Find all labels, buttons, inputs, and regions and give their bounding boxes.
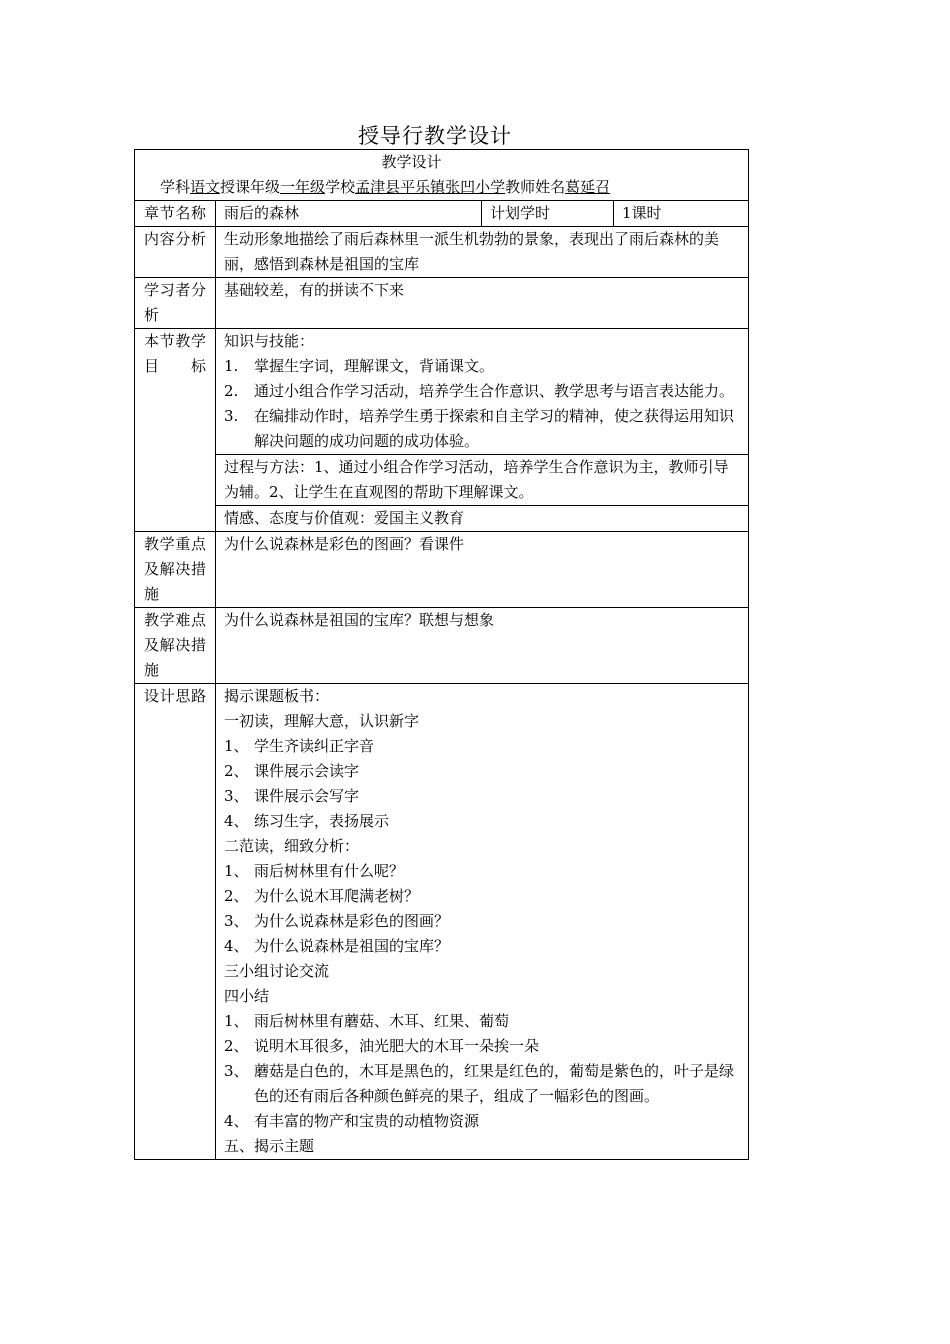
- list-item: [224, 354, 740, 379]
- design-section-2-list: [224, 859, 740, 959]
- design-section-4: 四小结: [224, 987, 270, 1005]
- list-item-number: 2、: [224, 762, 249, 780]
- list-item-number: 1、: [224, 1012, 249, 1030]
- content-label: 内容分析: [135, 227, 216, 278]
- list-item-text: 为什么说森林是彩色的图画？: [254, 912, 450, 930]
- list-item: [224, 1034, 740, 1059]
- header-subtitle: 教学设计: [381, 153, 442, 171]
- list-item-text: 练习生字，表扬展示: [254, 812, 390, 830]
- knowledge-title: 知识与技能：: [224, 332, 315, 350]
- list-item: [224, 734, 740, 759]
- list-item: [224, 934, 740, 959]
- list-item-number: 2、: [224, 1037, 249, 1055]
- list-item-number: 3.: [224, 407, 239, 425]
- list-item: [224, 404, 740, 454]
- chapter-value: 雨后的森林: [216, 201, 482, 227]
- learner-label: 学习者分析: [135, 278, 216, 329]
- list-item-number: 3、: [224, 787, 249, 805]
- chapter-row: [135, 201, 749, 227]
- list-item: [224, 909, 740, 934]
- list-item-number: 3、: [224, 912, 249, 930]
- list-item-text: 为什么说森林是祖国的宝库？: [254, 937, 450, 955]
- school-value: 孟津县平乐镇张凹小学: [355, 178, 506, 196]
- difficult-value: 为什么说森林是祖国的宝库？联想与想象: [216, 608, 749, 684]
- list-item: [224, 759, 740, 784]
- list-item-number: 2.: [224, 382, 239, 400]
- list-item-text: 蘑菇是白色的，木耳是黑色的，红果是红色的，葡萄是紫色的，叶子是绿色的还有雨后各种颜色鲜亮的果子，组成了一幅彩色的图画。: [254, 1062, 735, 1105]
- list-item-text: 为什么说木耳爬满老树？: [254, 887, 420, 905]
- list-item-text: 雨后树林里有什么呢？: [254, 862, 405, 880]
- goals-process: 过程与方法：1、通过小组合作学习活动，培养学生合作意识为主，教师引导为辅。2、让学生在直观图的帮助下理解课文。: [216, 455, 749, 506]
- list-item-text: 雨后树林里有蘑菇、木耳、红果、葡萄: [254, 1012, 510, 1030]
- subject-value: 语文: [190, 178, 221, 196]
- design-section-4-list: [224, 1009, 740, 1134]
- teacher-label: 教师姓名: [505, 178, 566, 196]
- grade-label: 授课年级: [220, 178, 281, 196]
- goals-emotion-row: [135, 506, 749, 532]
- learner-value: 基础较差，有的拼读不下来: [216, 278, 749, 329]
- list-item-text: 通过小组合作学习活动，培养学生合作意识、教学思考与语言表达能力。: [254, 382, 735, 400]
- list-item-text: 学生齐读纠正字音: [254, 737, 375, 755]
- teacher-value: 葛延召: [565, 178, 611, 196]
- list-item-text: 课件展示会读字: [254, 762, 360, 780]
- list-item-text: 有丰富的物产和宝贵的动植物资源: [254, 1112, 480, 1130]
- list-item: [224, 884, 740, 909]
- goals-emotion: 情感、态度与价值观：爱国主义教育: [216, 506, 749, 532]
- page-title: 授导行教学设计: [358, 124, 512, 148]
- list-item: [224, 859, 740, 884]
- key-value: 为什么说森林是彩色的图画？看课件: [216, 532, 749, 608]
- list-item-number: 4、: [224, 937, 249, 955]
- design-section-2: 二范读，细致分析：: [224, 837, 360, 855]
- key-row: [135, 532, 749, 608]
- list-item-number: 2、: [224, 887, 249, 905]
- content-row: [135, 227, 749, 278]
- design-section-5: 五、揭示主题: [224, 1137, 315, 1155]
- hours-value: 1课时: [614, 201, 749, 227]
- design-intro: 揭示课题板书：: [224, 687, 330, 705]
- list-item: [224, 1109, 740, 1134]
- list-item-text: 课件展示会写字: [254, 787, 360, 805]
- list-item: [224, 1009, 740, 1034]
- design-content: [216, 684, 749, 1160]
- goals-row: [135, 329, 749, 455]
- difficult-row: [135, 608, 749, 684]
- header-info: [135, 175, 748, 200]
- list-item: [224, 1059, 740, 1109]
- goals-label: 本节教学目标: [135, 329, 216, 532]
- goals-process-row: [135, 455, 749, 506]
- list-item-number: 4、: [224, 1112, 249, 1130]
- list-item-number: 1.: [224, 357, 239, 375]
- grade-value: 一年级: [280, 178, 326, 196]
- hours-label: 计划学时: [482, 201, 614, 227]
- goals-knowledge: [216, 329, 749, 455]
- key-label: 教学重点及解决措施: [135, 532, 216, 608]
- design-section-1-list: [224, 734, 740, 834]
- school-label: 学校: [325, 178, 356, 196]
- knowledge-list: [224, 354, 740, 454]
- list-item-number: 1、: [224, 862, 249, 880]
- list-item-text: 掌握生字词，理解课文，背诵课文。: [254, 357, 495, 375]
- list-item: [224, 809, 740, 834]
- design-section-1: 一初读，理解大意，认识新字: [224, 712, 420, 730]
- difficult-label: 教学难点及解决措施: [135, 608, 216, 684]
- lesson-plan-table: [134, 149, 749, 1160]
- list-item-number: 1、: [224, 737, 249, 755]
- design-row: [135, 684, 749, 1160]
- list-item-number: 3、: [224, 1062, 249, 1080]
- subject-label: 学科: [160, 178, 191, 196]
- design-section-3: 三小组讨论交流: [224, 962, 330, 980]
- list-item-number: 4、: [224, 812, 249, 830]
- chapter-label: 章节名称: [135, 201, 216, 227]
- design-label: 设计思路: [135, 684, 216, 1160]
- list-item: [224, 379, 740, 404]
- list-item-text: 说明木耳很多，油光肥大的木耳一朵挨一朵: [254, 1037, 540, 1055]
- learner-row: [135, 278, 749, 329]
- header-row: [135, 150, 749, 201]
- list-item: [224, 784, 740, 809]
- content-value: 生动形象地描绘了雨后森林里一派生机勃勃的景象，表现出了雨后森林的美丽，感悟到森林是祖国的宝库: [216, 227, 749, 278]
- list-item-text: 在编排动作时，培养学生勇于探索和自主学习的精神，使之获得运用知识解决问题的成功问题的成功体验。: [254, 407, 735, 450]
